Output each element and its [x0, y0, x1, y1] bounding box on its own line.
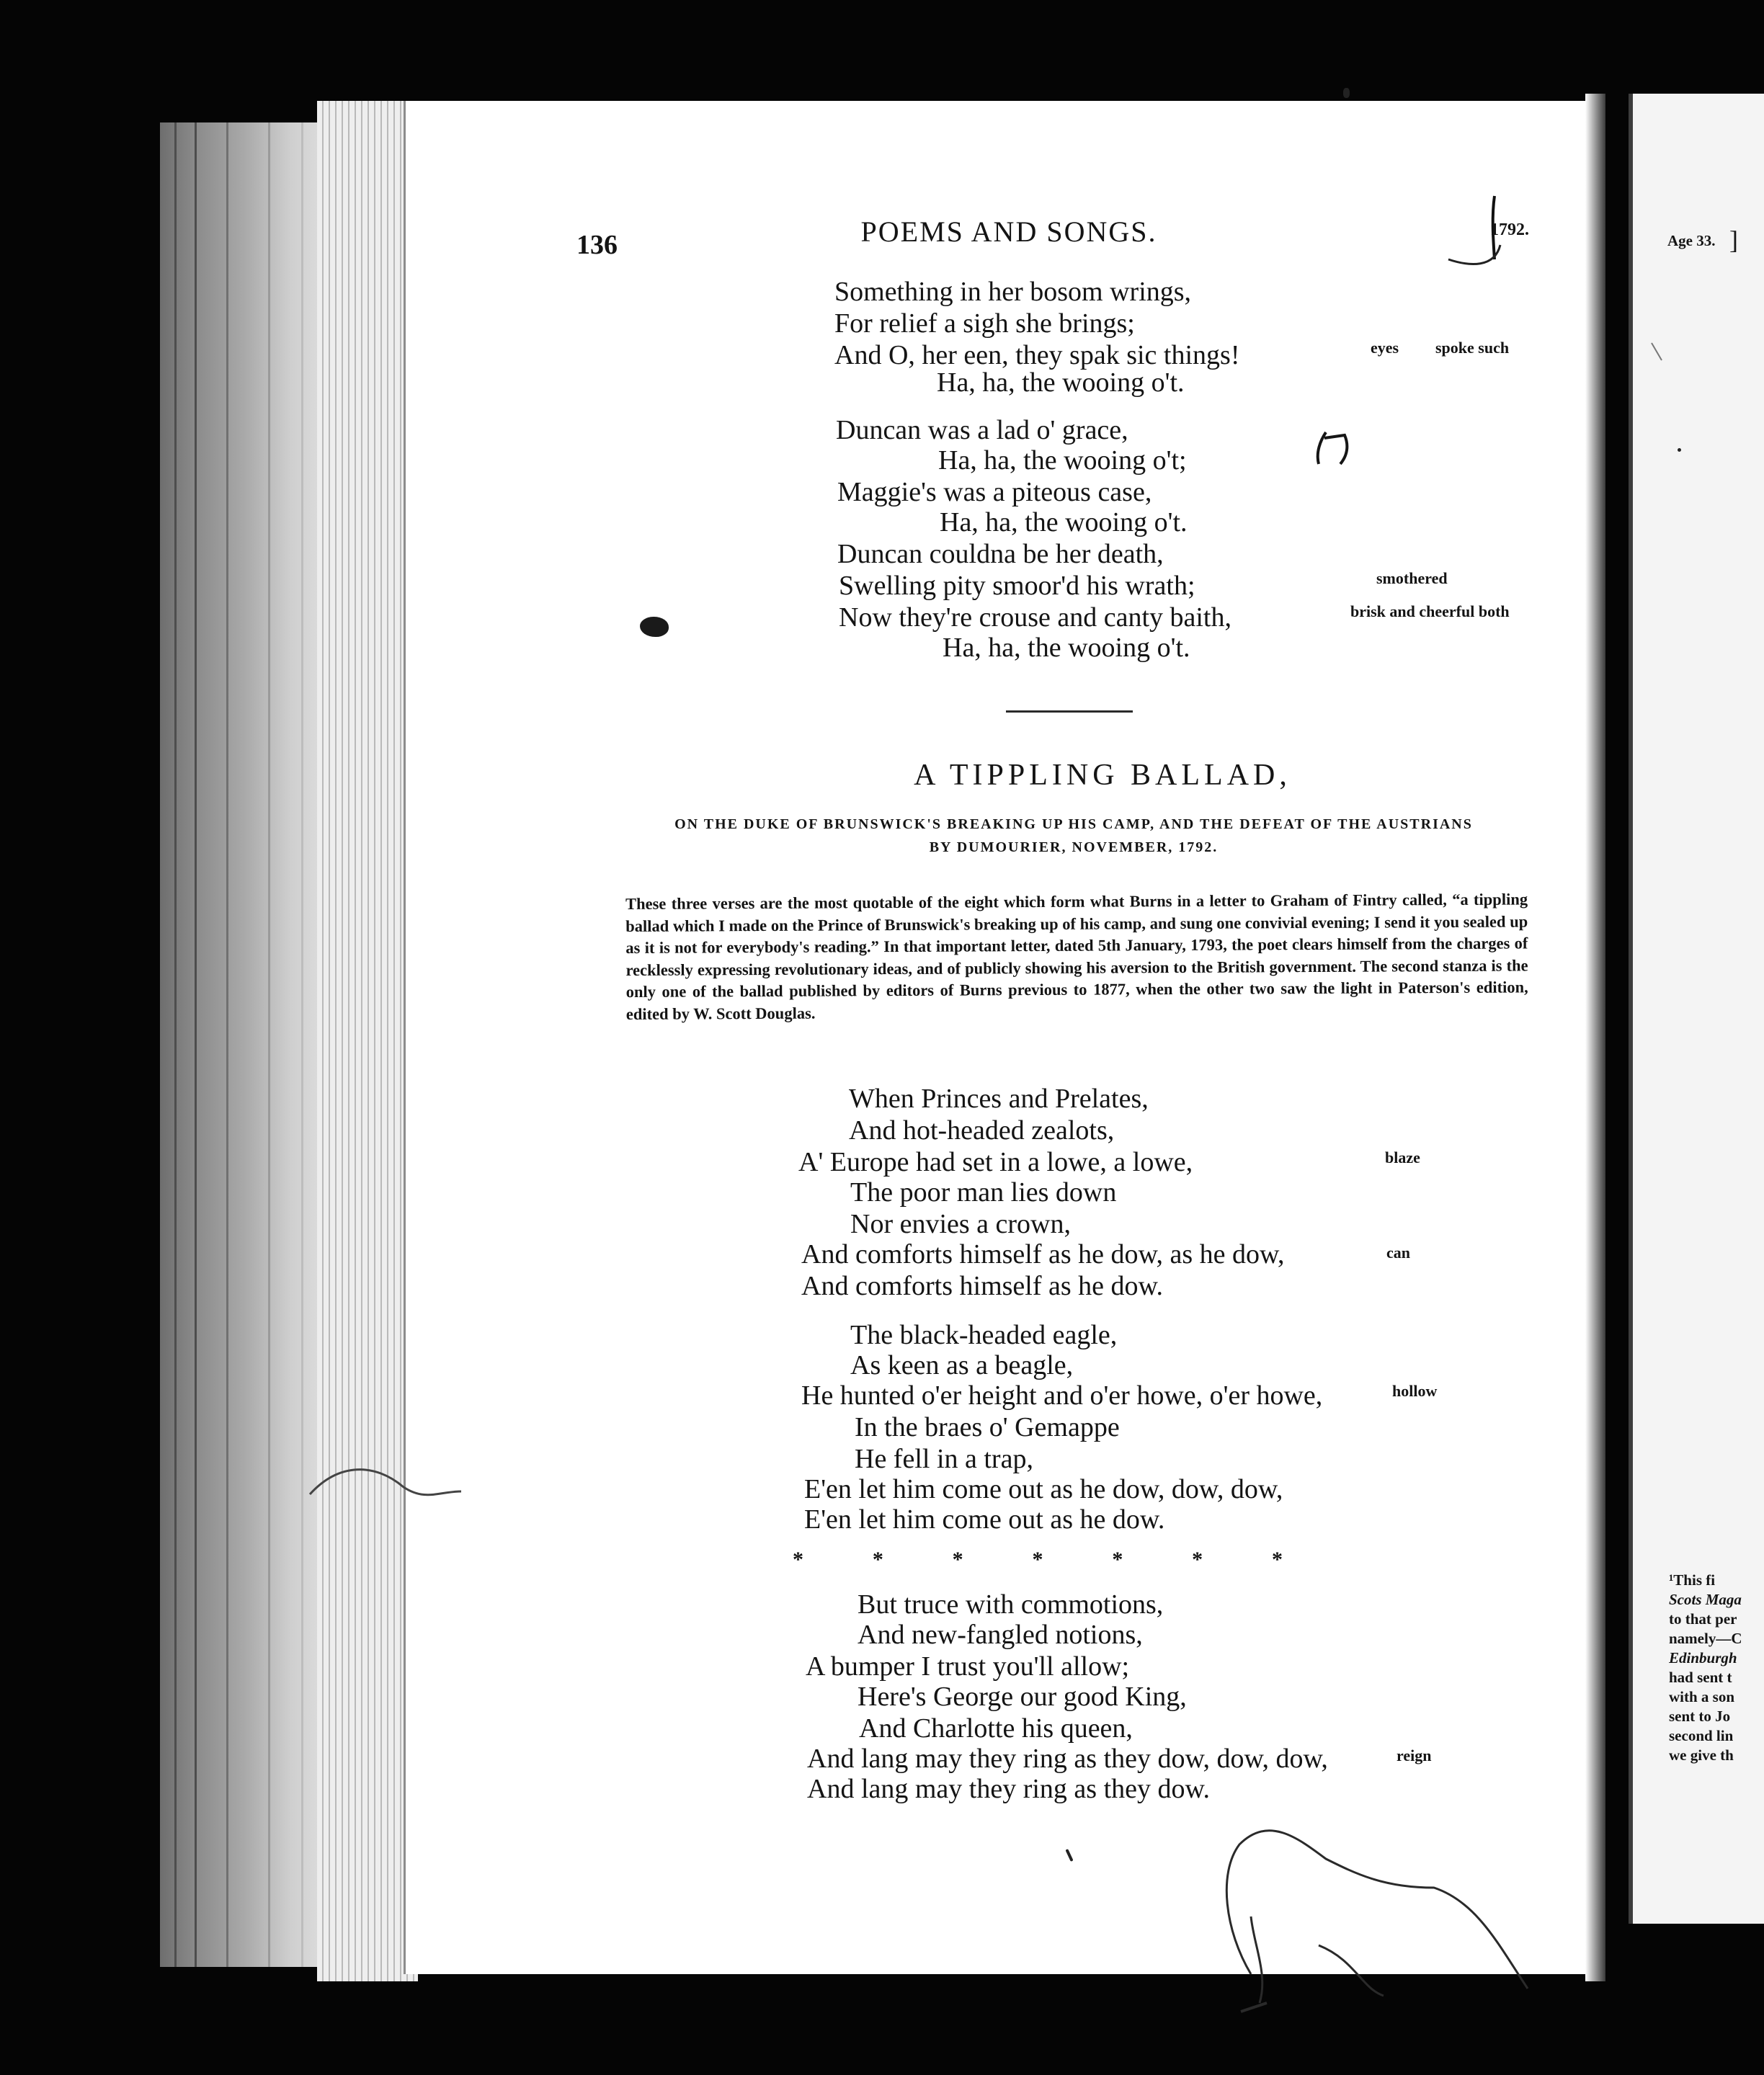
verse-line: Ha, ha, the wooing o't.	[940, 507, 1188, 537]
ink-speck	[1343, 88, 1350, 98]
verse-line: Duncan was a lad o' grace,	[836, 415, 1128, 445]
right-page-footnote	[1669, 1571, 1764, 1765]
page-number: 136	[576, 230, 618, 260]
asterisk: *	[952, 1548, 963, 1571]
verse-line: Now they're crouse and canty baith,	[839, 602, 1231, 633]
verse-line: E'en let him come out as he dow, dow, dow,	[804, 1474, 1283, 1504]
ink-speck	[1678, 448, 1681, 452]
gloss: hollow	[1392, 1382, 1438, 1400]
verse-line: And Charlotte his queen,	[859, 1713, 1133, 1744]
ballad-subtitle	[620, 813, 1528, 859]
gloss: can	[1386, 1244, 1410, 1262]
ink-blot	[640, 617, 669, 637]
verse-line: Duncan couldna be her death,	[837, 539, 1164, 569]
verse-line: Maggie's was a piteous case,	[837, 477, 1152, 507]
footnote-line: with a son	[1669, 1688, 1735, 1705]
asterisk: *	[1032, 1548, 1043, 1571]
verse-line: The poor man lies down	[850, 1177, 1117, 1208]
verse-line: And lang may they ring as they dow.	[807, 1774, 1210, 1804]
verse-line: Something in her bosom wrings,	[834, 277, 1192, 307]
asterisk: *	[1112, 1548, 1123, 1571]
verse-line: Here's George our good King,	[858, 1682, 1187, 1712]
asterisk: *	[1192, 1548, 1203, 1571]
verse-line: As keen as a beagle,	[850, 1350, 1074, 1380]
footnote-line: namely—C	[1669, 1630, 1742, 1647]
verse-line: For relief a sigh she brings;	[834, 308, 1135, 339]
verse-line: A' Europe had set in a lowe, a lowe,	[798, 1147, 1193, 1177]
gloss: spoke such	[1435, 339, 1510, 357]
verse-line: The black-headed eagle,	[850, 1320, 1118, 1350]
gloss: brisk and cheerful both	[1350, 602, 1510, 620]
asterisk-divider	[793, 1548, 1283, 1572]
gloss: eyes	[1371, 339, 1399, 357]
verse-line: In the braes o' Gemappe	[855, 1412, 1120, 1442]
right-page-bracket: ]	[1729, 226, 1738, 254]
gloss: reign	[1396, 1746, 1432, 1764]
ballad-title: A TIPPLING BALLAD,	[914, 759, 1291, 792]
verse-line: E'en let him come out as he dow.	[804, 1504, 1165, 1535]
verse-line: He hunted o'er height and o'er howe, o'er howe,	[801, 1380, 1323, 1411]
verse-line: And hot-headed zealots,	[849, 1115, 1115, 1146]
book-gutter	[1585, 94, 1605, 1981]
footnote-line: ¹This fi	[1669, 1571, 1716, 1589]
verse-line: A bumper I trust you'll allow;	[806, 1651, 1130, 1682]
footnote-line: second lin	[1669, 1727, 1734, 1744]
verse-line: Ha, ha, the wooing o't.	[937, 367, 1185, 398]
verse-line: He fell in a trap,	[855, 1444, 1033, 1474]
ballad-subtitle-line: BY DUMOURIER, NOVEMBER, 1792.	[929, 839, 1219, 855]
bracket-mark	[1486, 195, 1509, 295]
gloss: blaze	[1385, 1148, 1420, 1166]
verse-line: And new-fangled notions,	[858, 1620, 1143, 1650]
verse-line: But truce with commotions,	[858, 1589, 1164, 1620]
verse-line: When Princes and Prelates,	[849, 1084, 1149, 1114]
intro-note: These three verses are the most quotable of the eight which form what Burns in a letter to Graham of Fintry called, “a tippling ballad which I made on the Prince of Brunswick's breaking up of his camp, and sung one convivial evening; I send it you sealed up as it is not for everybody's reading.” In that important letter, dated 5th January, 1793, the poet clears himself from the charges of recklessly expressing revolutionary ideas, and of publicly showing his aversion to the British government. The second stanza is the only one of the ballad published by editors of Burns previous to 1877, when the other two saw the light in Paterson's edition, edited by W. Scott Douglas.	[625, 890, 1528, 1023]
section-separator	[1006, 710, 1133, 713]
verse-line: Ha, ha, the wooing o't.	[943, 633, 1190, 663]
verse-line: Nor envies a crown,	[850, 1209, 1072, 1239]
footnote-line: we give th	[1669, 1746, 1734, 1764]
ballad-subtitle-line: ON THE DUKE OF BRUNSWICK'S BREAKING UP HIS CAMP, AND THE DEFEAT OF THE AUSTRIANS	[674, 816, 1473, 832]
header-year: 1792.	[1490, 220, 1529, 239]
asterisk: *	[872, 1548, 883, 1571]
verse-line: Swelling pity smoor'd his wrath;	[839, 571, 1195, 601]
gloss: smothered	[1376, 569, 1448, 587]
running-head: POEMS AND SONGS.	[860, 215, 1157, 248]
verse-line: And O, her een, they spak sic things!	[834, 340, 1240, 370]
asterisk: *	[1271, 1548, 1283, 1571]
verse-line: And comforts himself as he dow, as he dow,	[801, 1239, 1285, 1269]
footnote-line: sent to Jo	[1669, 1708, 1731, 1725]
verse-line: Ha, ha, the wooing o't;	[938, 445, 1187, 476]
footnote-line: had sent t	[1669, 1669, 1732, 1686]
verse-line: And lang may they ring as they dow, dow, dow,	[807, 1744, 1328, 1774]
right-page-age: Age 33.	[1667, 232, 1716, 249]
page-stack-edges	[317, 101, 418, 1981]
footnote-line: Edinburgh	[1669, 1649, 1737, 1666]
footnote-line: to that per	[1669, 1610, 1737, 1628]
footnote-line: Scots Maga	[1669, 1591, 1742, 1608]
asterisk: *	[793, 1548, 803, 1571]
verse-line: And comforts himself as he dow.	[801, 1271, 1163, 1301]
